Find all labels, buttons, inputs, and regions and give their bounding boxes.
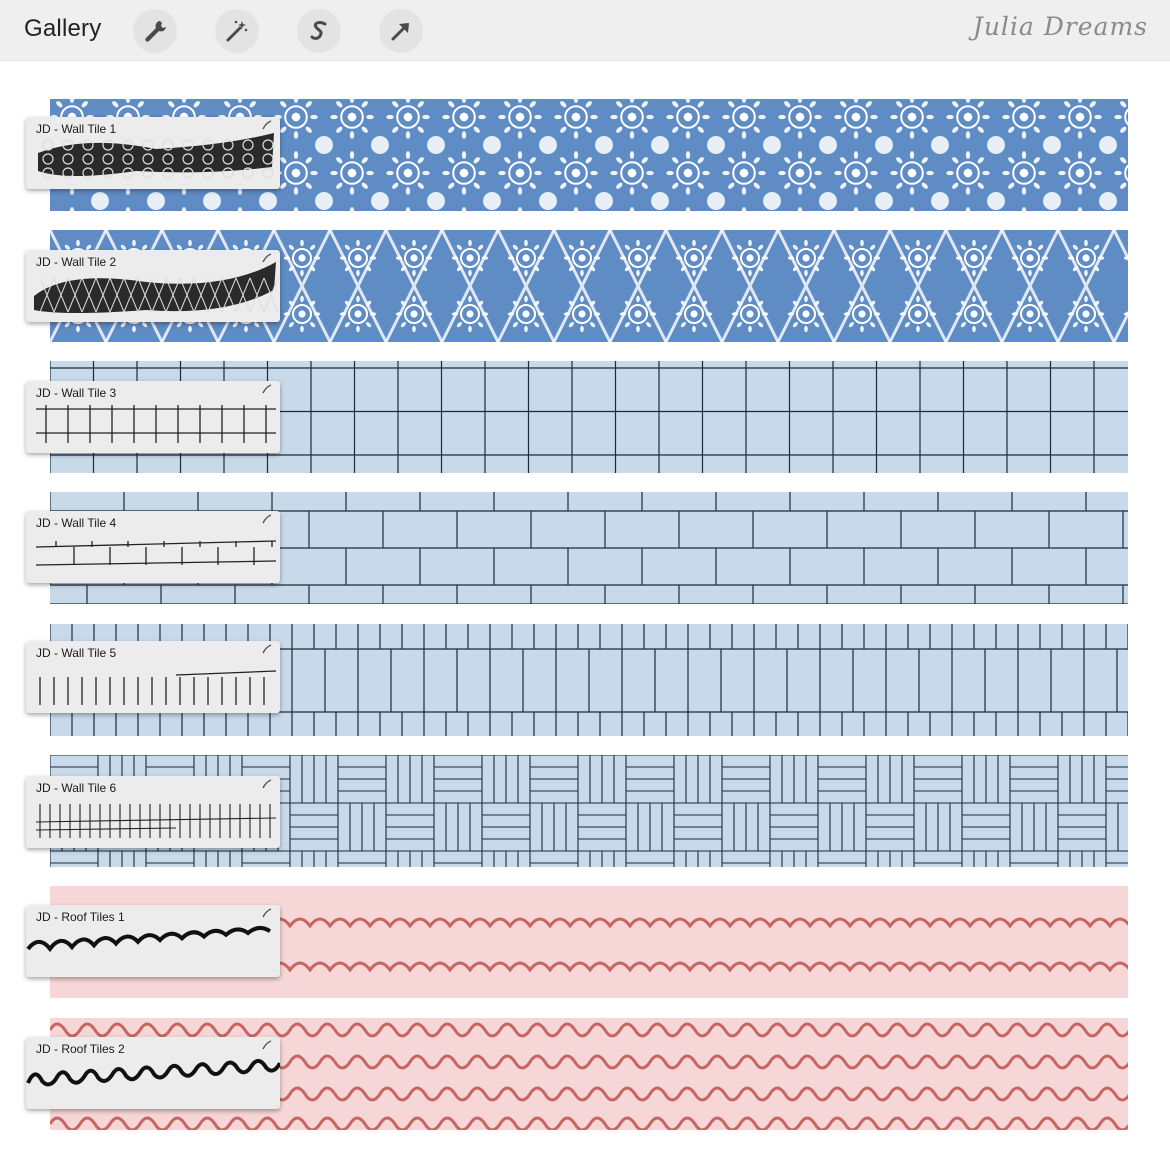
brush-curl-icon	[262, 1040, 272, 1050]
brush-card[interactable]	[26, 641, 280, 713]
selection-button[interactable]	[297, 9, 341, 53]
brush-name: JD - Wall Tile 1	[36, 122, 117, 136]
gallery-button[interactable]: Gallery	[24, 15, 102, 42]
brush-curl-icon	[262, 514, 272, 524]
brush-card[interactable]	[26, 511, 280, 583]
brush-card[interactable]	[26, 381, 280, 453]
selection-s-icon	[306, 18, 332, 44]
brush-name: JD - Roof Tiles 2	[36, 1042, 125, 1056]
brush-curl-icon	[262, 644, 272, 654]
brush-card[interactable]	[26, 905, 280, 977]
brush-curl-icon	[262, 908, 272, 918]
adjustments-button[interactable]	[215, 9, 259, 53]
brush-name: JD - Wall Tile 4	[36, 516, 117, 530]
wrench-icon	[142, 18, 168, 44]
brush-card[interactable]	[26, 1037, 280, 1109]
brush-curl-icon	[262, 253, 272, 263]
arrow-icon	[388, 18, 414, 44]
brush-curl-icon	[262, 779, 272, 789]
brush-card[interactable]	[26, 250, 280, 322]
transform-button[interactable]	[379, 9, 423, 53]
brush-curl-icon	[262, 384, 272, 394]
brush-name: JD - Wall Tile 5	[36, 646, 117, 660]
brush-card[interactable]	[26, 776, 280, 848]
magic-wand-icon	[224, 18, 250, 44]
brand-logo: Julia Dreams	[972, 12, 1148, 41]
top-toolbar	[0, 0, 1170, 61]
brush-curl-icon	[262, 120, 272, 130]
brush-card[interactable]	[26, 117, 280, 189]
brush-name: JD - Wall Tile 2	[36, 255, 117, 269]
actions-button[interactable]	[133, 9, 177, 53]
brush-name: JD - Wall Tile 3	[36, 386, 117, 400]
brush-name: JD - Wall Tile 6	[36, 781, 117, 795]
brush-name: JD - Roof Tiles 1	[36, 910, 125, 924]
